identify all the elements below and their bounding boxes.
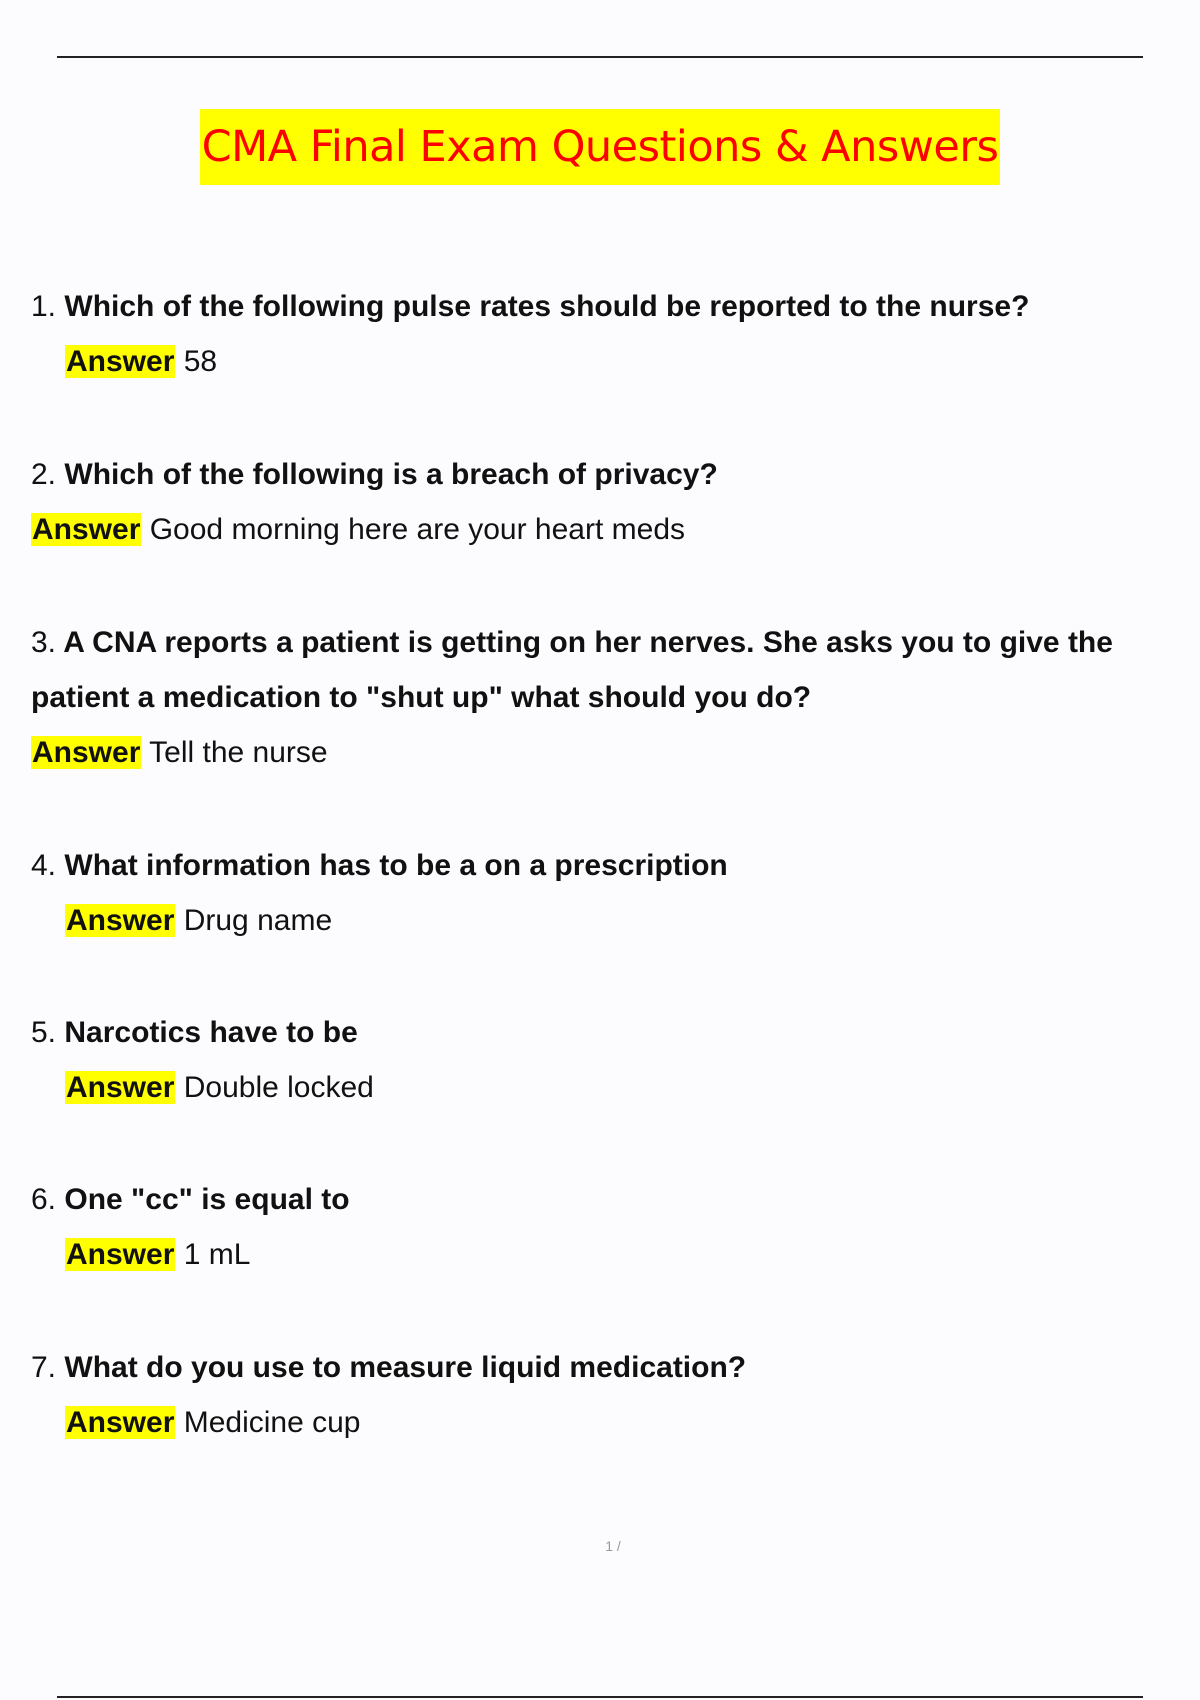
question-number: 7. — [31, 1351, 57, 1384]
question-number: 5. — [31, 1016, 57, 1049]
document-title: CMA Final Exam Questions & Answers — [200, 109, 1001, 185]
answer-text: 1 mL — [183, 1238, 251, 1271]
answer-text: Drug name — [183, 904, 333, 937]
answer-label: Answer — [32, 736, 141, 769]
question-3 — [31, 615, 1196, 725]
question-text: Narcotics have to be — [64, 1016, 358, 1049]
qa-item-5 — [31, 1005, 1196, 1115]
answer-label: Answer — [66, 1406, 175, 1439]
question-1 — [31, 279, 1196, 334]
qa-item-6 — [31, 1172, 1196, 1282]
answer-1 — [31, 334, 1196, 389]
qa-item-3 — [31, 615, 1196, 780]
page-number: 1 / — [605, 1538, 621, 1554]
answer-6 — [31, 1227, 1196, 1282]
question-number: 1. — [31, 290, 57, 323]
answer-text: Double locked — [183, 1071, 374, 1104]
question-number: 2. — [31, 458, 57, 491]
question-text: What information has to be a on a prescription — [64, 849, 728, 882]
answer-label: Answer — [32, 513, 141, 546]
title-block — [0, 109, 1200, 185]
answer-label: Answer — [66, 345, 175, 378]
bottom-rule — [57, 1696, 1143, 1698]
question-text: Which of the following is a breach of privacy? — [64, 458, 718, 491]
question-number: 6. — [31, 1183, 57, 1216]
question-6 — [31, 1172, 1196, 1227]
question-5 — [31, 1005, 1196, 1060]
qa-item-7 — [31, 1340, 1196, 1450]
top-rule — [57, 56, 1143, 58]
question-2 — [31, 447, 1196, 502]
answer-label: Answer — [66, 904, 175, 937]
question-text: A CNA reports a patient is getting on her nerves. She asks you to give the patient a medication to "shut up" what should you do? — [31, 626, 1113, 714]
answer-label: Answer — [66, 1238, 175, 1271]
qa-item-4 — [31, 838, 1196, 948]
answer-text: Good morning here are your heart meds — [149, 513, 686, 546]
answer-4 — [31, 893, 1196, 948]
answer-label: Answer — [66, 1071, 175, 1104]
qa-item-2 — [31, 447, 1196, 557]
question-number: 4. — [31, 849, 57, 882]
question-number: 3. — [31, 626, 57, 659]
answer-3 — [31, 725, 1196, 780]
answer-text: Tell the nurse — [149, 736, 328, 769]
answer-2 — [31, 502, 1196, 557]
question-text: What do you use to measure liquid medication? — [64, 1351, 747, 1384]
answer-text: Medicine cup — [183, 1406, 361, 1439]
answer-7 — [31, 1395, 1196, 1450]
answer-text: 58 — [183, 345, 218, 378]
question-text: Which of the following pulse rates should be reported to the nurse? — [64, 290, 1030, 323]
question-7 — [31, 1340, 1196, 1395]
question-text: One "cc" is equal to — [64, 1183, 350, 1216]
question-4 — [31, 838, 1196, 893]
answer-5 — [31, 1060, 1196, 1115]
qa-item-1 — [31, 279, 1196, 389]
